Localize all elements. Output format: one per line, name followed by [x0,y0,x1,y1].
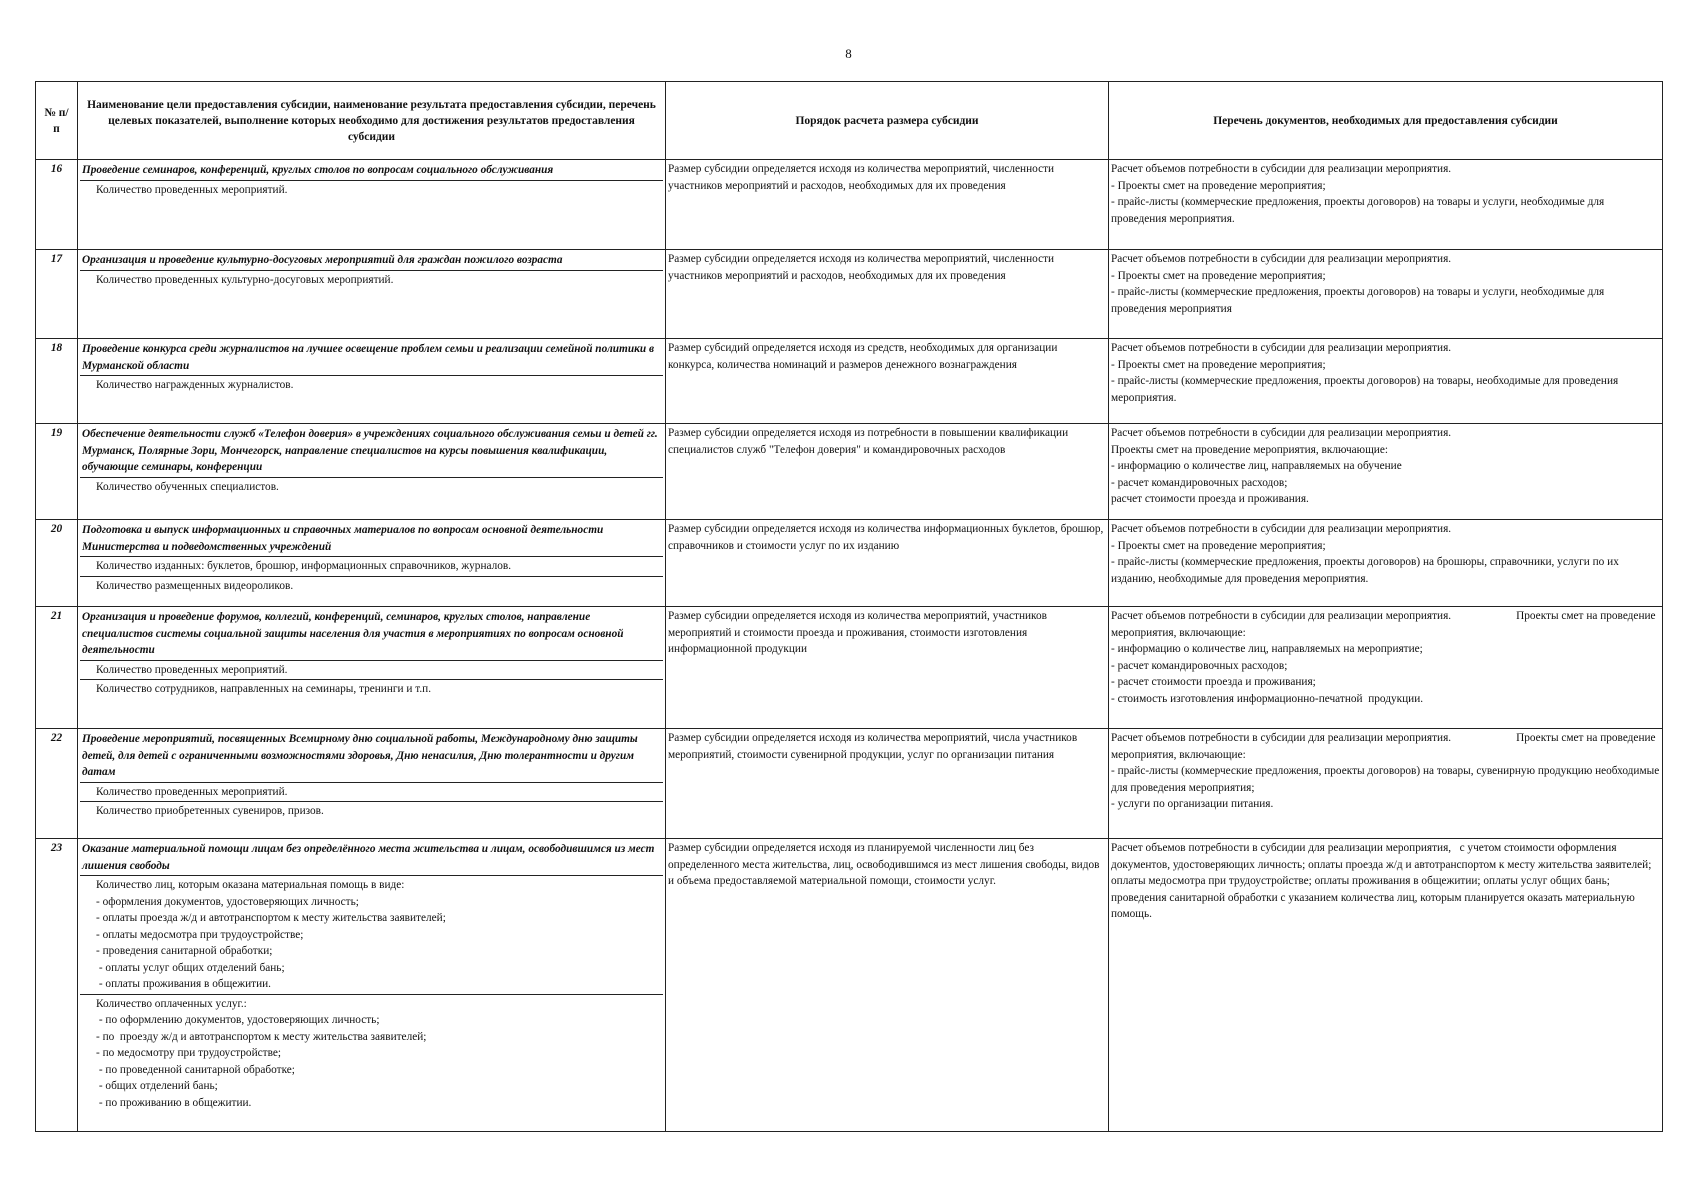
doc-line: - информацию о количестве лиц, направляемых на обучение [1111,460,1402,472]
indicator-line: Количество лиц, которым оказана материальная помощь в виде: [96,879,405,891]
indicator-line: - оплаты проживания в общежитии. [96,978,272,990]
indicator-line: - проведения санитарной обработки; [96,945,273,957]
indicator-line: - общих отделений бань; [96,1080,218,1092]
docs-cell [1109,339,1663,424]
doc-line: - прайс-листы (коммерческие предложения, проекты договоров) на брошюры, справочники, услуги по их изданию, необходимые для проведения мероприятия. [1111,556,1622,585]
row-number: 23 [36,839,78,1132]
docs-cell [1109,520,1663,607]
target-indicator [80,477,663,497]
indicator-line: - оплаты услуг общих отделений бань; [96,961,285,974]
target-indicator [80,875,663,994]
goal-cell [78,839,666,1132]
indicator-line: - оплаты проезда ж/д и автотранспортом к месту жительства заявителей; [96,912,446,924]
row-number: 20 [36,520,78,607]
indicator-line: - оплаты медосмотра при трудоустройстве; [96,928,304,941]
table-row [36,424,1663,520]
calc-cell: Размер субсидии определяется исходя из количества мероприятий, участников мероприятий и стоимости проезда и проживания, стоимости изготовления информационной продукции [666,607,1109,729]
target-indicator [80,375,663,395]
target-indicator [80,270,663,290]
goal-title: Обеспечение деятельности служб «Телефон доверия» в учреждениях социального обслуживания семьи и детей гг. Мурманск, Полярные Зори, Мончегорск, направление специалистов на курсы повышения квалификации, обучающие семинары, конференции [82,428,658,473]
doc-line: Расчет объемов потребности в субсидии для реализации мероприятия. [1111,253,1452,265]
table-row [36,250,1663,339]
docs-cell [1109,160,1663,250]
goal-title: Подготовка и выпуск информационных и справочных материалов по вопросам основной деятельности Министерства и подведомственных учреждений [82,524,604,553]
doc-line: Расчет объемов потребности в субсидии для реализации мероприятия. [1111,342,1452,354]
target-indicator [80,660,663,680]
target-indicator [80,576,663,596]
goal-cell [78,250,666,339]
calc-cell: Размер субсидии определяется исходя из количества информационных буклетов, брошюр, справочников и стоимости услуг по их изданию [666,520,1109,607]
doc-line: - расчет стоимости проезда и проживания; [1111,676,1316,688]
goal-cell [78,607,666,729]
calc-cell: Размер субсидии определяется исходя из планируемой численности лиц без определенного места жительства, лиц, освободившимся из мест лишения свободы, видов и объема предоставляемой материальной помощи, стоимости услуг. [666,839,1109,1132]
target-indicator [80,556,663,576]
docs-cell [1109,607,1663,729]
page-number: 8 [845,46,852,61]
doc-line: - Проекты смет на проведение мероприятия; [1111,269,1326,282]
table-row [36,839,1663,1132]
row-number: 19 [36,424,78,520]
calc-cell: Размер субсидий определяется исходя из средств, необходимых для организации конкурса, количества номинаций и размеров денежного вознаграждения [666,339,1109,424]
target-indicator [80,679,663,699]
calc-cell: Размер субсидии определяется исходя из количества мероприятий, численности участников мероприятий и расходов, необходимых для их проведения [666,250,1109,339]
doc-line: Расчет объемов потребности в субсидии для реализации мероприятия. [1111,427,1452,439]
doc-line: - стоимость изготовления информационно-печатной продукции. [1111,692,1424,705]
doc-line: Расчет объемов потребности в субсидии для реализации мероприятия. [1111,163,1452,175]
table-row [36,607,1663,729]
header-calc: Порядок расчета размера субсидии [666,82,1109,160]
target-indicator [80,801,663,821]
doc-line: - Проекты смет на проведение мероприятия; [1111,358,1326,371]
header-docs: Перечень документов, необходимых для предоставления субсидии [1109,82,1663,160]
doc-line: - Проекты смет на проведение мероприятия; [1111,539,1326,552]
indicator-line: Количество награжденных журналистов. [96,379,294,391]
doc-line: - Проекты смет на проведение мероприятия; [1111,179,1326,192]
goal-title: Оказание материальной помощи лицам без определённого места жительства и лицам, освободившимся из мест лишения свободы [82,843,655,872]
goal-title: Организация и проведение культурно-досуговых мероприятий для граждан пожилого возраста [82,254,563,266]
docs-cell [1109,729,1663,839]
row-number: 16 [36,160,78,250]
calc-cell: Размер субсидии определяется исходя из количества мероприятий, численности участников мероприятий и расходов, необходимых для их проведения [666,160,1109,250]
docs-cell [1109,250,1663,339]
indicator-line: Количество обученных специалистов. [96,480,279,493]
indicator-line: - по медосмотру при трудоустройстве; [96,1047,281,1059]
doc-line: Проекты смет на проведение мероприятия, включающие: [1111,443,1389,456]
goal-title: Проведение семинаров, конференций, круглых столов по вопросам социального обслуживания [82,164,554,176]
calc-cell: Размер субсидии определяется исходя из потребности в повышении квалификации специалистов служб "Телефон доверия" и командировочных расходов [666,424,1109,520]
doc-line: - расчет командировочных расходов; [1111,476,1288,489]
subsidy-table [35,81,1663,1132]
doc-line: - прайс-листы (коммерческие предложения, проекты договоров) на товары, сувенирную продукцию необходимые для проведения мероприятия; [1111,765,1663,794]
indicator-line: Количество проведенных мероприятий. [96,183,288,196]
row-number: 18 [36,339,78,424]
table-row [36,160,1663,250]
goal-cell [78,424,666,520]
indicator-line: Количество сотрудников, направленных на семинары, тренинги и т.п. [96,683,432,695]
header-goal: Наименование цели предоставления субсидии, наименование результата предоставления субсидии, перечень целевых показателей, выполнение которых необходимо для достижения результатов предоставления субсидии [78,82,666,160]
indicator-line: Количество размещенных видеороликов. [96,579,294,592]
goal-title: Проведение конкурса среди журналистов на лучшее освещение проблем семьи и реализации семейной политики в Мурманской области [82,343,654,372]
row-number: 22 [36,729,78,839]
indicator-line: Количество проведенных мероприятий. [96,785,288,798]
calc-cell: Размер субсидии определяется исходя из количества мероприятий, числа участников мероприятий, стоимости сувенирной продукции, услуг по организации питания [666,729,1109,839]
indicator-line: Количество изданных: буклетов, брошюр, информационных справочников, журналов. [96,560,512,572]
doc-line: расчет стоимости проезда и проживания. [1111,493,1309,505]
indicator-line: Количество оплаченных услуг.: [96,997,247,1010]
doc-line: - расчет командировочных расходов; [1111,659,1288,672]
indicator-line: Количество приобретенных сувениров, призов. [96,805,324,817]
table-row [36,520,1663,607]
goal-cell [78,339,666,424]
indicator-line: - оформления документов, удостоверяющих личность; [96,895,359,908]
goal-cell [78,160,666,250]
target-indicator [80,994,663,1113]
indicator-line: - по проживанию в общежитии. [96,1096,252,1109]
indicator-line: - по проведенной санитарной обработке; [96,1063,295,1076]
doc-line: - прайс-листы (коммерческие предложения, проекты договоров) на товары, необходимые для проведения мероприятия. [1111,375,1622,404]
target-indicator [80,180,663,200]
doc-line: - информацию о количестве лиц, направляемых на мероприятие; [1111,643,1423,655]
indicator-line: Количество проведенных мероприятий. [96,663,288,676]
indicator-line: - по оформлению документов, удостоверяющих личность; [96,1014,380,1026]
goal-title: Организация и проведение форумов, коллегий, конференций, семинаров, круглых столов, направление специалистов системы социальной защиты населения для участия в мероприятиях по вопросам основной деятельности [82,611,624,656]
goal-title: Проведение мероприятий, посвященных Всемирному дню социальной работы, Международному дню защиты детей, для детей с ограниченными возможностями здоровья, Дню ненасилия, Дню толерантности и другим датам [82,733,638,778]
header-row [36,82,1663,160]
doc-line: - услуги по организации питания. [1111,798,1274,810]
goal-cell [78,729,666,839]
table-body [36,160,1663,1132]
doc-line: Расчет объемов потребности в субсидии для реализации мероприятия, с учетом стоимости оформления документов, удостоверяющих личность; оплаты проезда ж/д и автотранспортом к месту жительства заявителей; оплаты медосмотра при трудоустройстве; оплаты проживания в общежитии; оплаты услуг общих бань; проведения санитарной обработки с указанием количества лиц, которым планируется оказать материальную помощь. [1111,842,1655,920]
table-row [36,339,1663,424]
docs-cell [1109,424,1663,520]
row-number: 21 [36,607,78,729]
goal-cell [78,520,666,607]
row-number: 17 [36,250,78,339]
indicator-line: Количество проведенных культурно-досуговых мероприятий. [96,273,394,286]
docs-cell [1109,839,1663,1132]
doc-line: Расчет объемов потребности в субсидии для реализации мероприятия. [1111,523,1452,535]
table-row [36,729,1663,839]
doc-line: - прайс-листы (коммерческие предложения, проекты договоров) на товары и услуги, необходимые для проведения мероприятия. [1111,196,1608,225]
doc-line: Расчет объемов потребности в субсидии для реализации мероприятия. Проекты смет на проведение мероприятия, включающие: [1111,610,1659,639]
target-indicator [80,782,663,802]
header-num: № п/п [36,82,78,160]
doc-line: Расчет объемов потребности в субсидии для реализации мероприятия. Проекты смет на проведение мероприятия, включающие: [1111,732,1659,761]
doc-line: - прайс-листы (коммерческие предложения, проекты договоров) на товары и услуги, необходимые для проведения мероприятия [1111,286,1608,315]
indicator-line: - по проезду ж/д и автотранспортом к месту жительства заявителей; [96,1030,427,1043]
